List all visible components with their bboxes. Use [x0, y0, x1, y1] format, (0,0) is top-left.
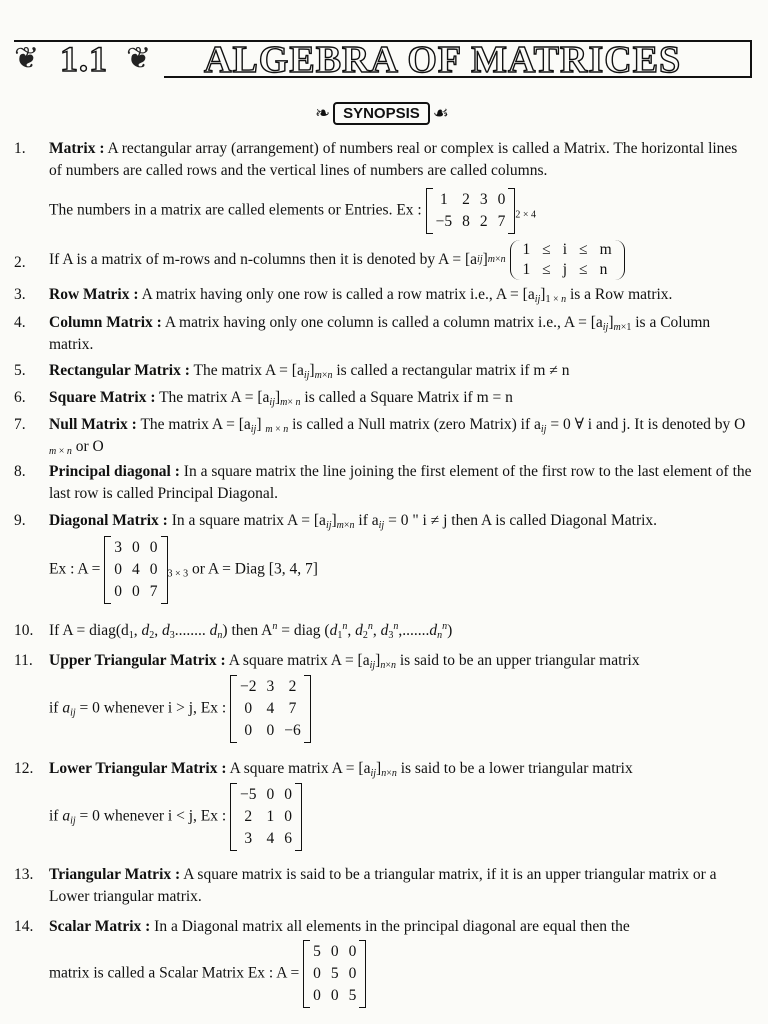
- matrix-cell: 1: [266, 808, 275, 825]
- item-text: A square matrix is said to be a triangular matrix, if it is an upper triangular matrix or a Lower triangular matrix.: [49, 866, 717, 905]
- item-text: The matrix A = [a: [193, 362, 304, 379]
- matrix-row: [308, 985, 361, 1007]
- matrix-cell: ≤: [579, 261, 588, 278]
- item-number: 3.: [14, 286, 26, 303]
- matrix-cell: i: [562, 241, 568, 258]
- matrix-cell: 2: [288, 678, 297, 695]
- matrix-cell: 4: [266, 700, 275, 717]
- item-number: 14.: [14, 918, 34, 935]
- item-term: Column Matrix :: [49, 314, 162, 331]
- item-text: if a: [358, 512, 379, 529]
- page-title: ALGEBRA OF MATRICES: [204, 39, 682, 81]
- matrix-cell: 8: [462, 213, 470, 230]
- item-text: matrix is called a Scalar Matrix Ex : A =: [49, 964, 300, 982]
- matrix-row: [109, 537, 162, 559]
- list-item: 6. Square Matrix : The matrix $A = [a_{ij}]_{m\times n}$ is called a Square Matrix if m = n: [14, 389, 513, 408]
- item-text: = 0 ∀ i and j. It is denoted by O: [550, 416, 746, 433]
- matrix-cell: 6: [284, 830, 293, 847]
- matrix-cell: 0: [149, 561, 158, 578]
- matrix-row: [235, 698, 306, 720]
- synopsis-heading: [312, 100, 452, 126]
- item-term: Null Matrix :: [49, 416, 137, 433]
- matrix-cell: ≤: [542, 261, 551, 278]
- ornament-icon: ❧: [315, 102, 331, 123]
- item-text: In a square matrix the line joining the first element of the first row to the last element of the last row is called Principal Diagonal.: [49, 463, 752, 502]
- item-term: Principal diagonal :: [49, 463, 180, 480]
- item-number: 10.: [14, 622, 34, 639]
- item-text: is called a rectangular matrix if m ≠ n: [336, 362, 570, 379]
- item-term: Diagonal Matrix :: [49, 512, 168, 529]
- matrix-cell: 0: [266, 786, 275, 803]
- matrix-cell: 0: [266, 722, 275, 739]
- matrix: [104, 536, 167, 604]
- item-text: or A = Diag [3, 4, 7]: [192, 560, 318, 578]
- matrix-cell: 0: [330, 987, 339, 1004]
- matrix-cell: 7: [288, 700, 297, 717]
- item-number: 13.: [14, 866, 34, 883]
- item-term: Rectangular Matrix :: [49, 362, 190, 379]
- item-text: = diag: [281, 622, 321, 639]
- item-number: 9.: [14, 512, 26, 529]
- item-text: A square matrix A = [a: [229, 760, 371, 777]
- item-text: If A = diag(d: [49, 622, 129, 639]
- matrix-cell: 2: [244, 808, 253, 825]
- item-text: = 0 whenever i > j, Ex :: [79, 699, 227, 717]
- matrix-cell: 3: [244, 830, 253, 847]
- matrix-cell: 5: [330, 965, 339, 982]
- list-item: [14, 916, 754, 1008]
- item-text: Ex : A =: [49, 560, 101, 578]
- matrix-cell: 5: [348, 987, 357, 1004]
- matrix-cell: 1: [522, 261, 531, 278]
- matrix-cell: 0: [284, 808, 293, 825]
- list-item: [14, 138, 754, 234]
- matrix-cell: 4: [132, 561, 140, 578]
- matrix-cell: ≤: [542, 241, 551, 258]
- banner-rule: [750, 40, 752, 78]
- item-text: The matrix A = [a: [159, 389, 270, 406]
- item-text: In a square matrix A = [a: [171, 512, 326, 529]
- list-item: [14, 461, 754, 505]
- matrix-cell: 2: [462, 191, 470, 208]
- matrix-cell: n: [599, 261, 608, 278]
- matrix-cell: 1: [522, 241, 531, 258]
- chapter-banner: [14, 34, 752, 84]
- matrix-order: 2 × 4: [515, 209, 536, 221]
- item-text: A matrix having only one row is called a row matrix i.e., A = [a: [141, 286, 535, 303]
- matrix-cell: −2: [240, 678, 257, 695]
- matrix-cell: 3: [114, 539, 122, 556]
- item-number: 6.: [14, 389, 26, 406]
- matrix-cell: 0: [114, 561, 122, 578]
- list-item: 5. Rectangular Matrix : The matrix $A = [a_{ij}]_{m\times n}$ is called a rectangular matrix if m ≠ n: [14, 362, 570, 381]
- item-text: A square matrix A = [a: [228, 652, 370, 669]
- matrix: [230, 675, 311, 743]
- matrix-cell: 4: [266, 830, 275, 847]
- matrix-row: [235, 676, 306, 698]
- item-text: or O: [75, 438, 104, 455]
- item-term: Scalar Matrix :: [49, 918, 151, 935]
- matrix-cell: −6: [284, 722, 301, 739]
- matrix-row: [109, 581, 162, 603]
- ornament-icon: ❦: [126, 42, 152, 75]
- list-item: 10. If $A = diag(d_1$, $d_2$, $d_3$........ $d_n$) then $A^n$ = diag ($d_1^n$, $d_2^n$, $d_3^n,.......d_n^n$): [14, 621, 453, 641]
- list-item: 4. Column Matrix : A matrix having only one column is called a column matrix i.e., $A = [a_{ij}]_{m\times 1}$ is a Column matrix.: [14, 314, 711, 353]
- ornament-icon: ❦: [14, 42, 40, 75]
- matrix-row: [109, 559, 162, 581]
- section-number: 1.1: [60, 39, 108, 79]
- item-text: then A: [231, 622, 273, 639]
- matrix-cell: 0: [313, 987, 321, 1004]
- item-number: 5.: [14, 362, 26, 379]
- item-text: is called a Null matrix (zero Matrix) if a: [292, 416, 541, 433]
- matrix-row: [431, 211, 511, 233]
- item-number: 2.: [14, 254, 26, 271]
- item-text: The matrix A = [a: [140, 416, 251, 433]
- list-item: 7. Null Matrix : The matrix $A = [a_{ij}]$ $_{m \times n}$ is called a Null matrix (zero Matrix) if $a_{ij} = 0$ ∀ i and j. It is denoted by O $_{m \times n}$ or O: [14, 416, 746, 457]
- matrix-row: [235, 806, 297, 828]
- item-term: Upper Triangular Matrix :: [49, 652, 226, 669]
- item-text: is a Column matrix.: [49, 314, 711, 353]
- matrix-cell: 0: [244, 700, 253, 717]
- matrix-cell: −5: [240, 786, 257, 803]
- item-term: Row Matrix :: [49, 286, 139, 303]
- matrix-cell: ≤: [579, 241, 588, 258]
- matrix-cell: 3: [479, 191, 488, 208]
- matrix-cell: 0: [114, 583, 122, 600]
- list-item: 9. Diagonal Matrix : In a square matrix $A = [a_{ij}]_{m\times n}$ if $a_{ij} = 0$ " i ≠ j then A is called Diagonal Matrix. Ex : A = 3 0 0 0 4 0 0 0 7 $_{3 \times 3}$ or A = Diag [3, 4, 7]: [14, 510, 754, 604]
- item-text: If A is a matrix of m-rows and n-columns then it is denoted by A = [a: [49, 251, 478, 268]
- matrix-row: [308, 963, 361, 985]
- matrix-row: [235, 828, 297, 850]
- item-text: is a Row matrix.: [569, 286, 673, 303]
- matrix: [426, 188, 516, 234]
- item-term: Lower Triangular Matrix :: [49, 760, 227, 777]
- ornament-icon: ☙: [432, 102, 449, 123]
- matrix: [230, 783, 302, 851]
- item-number: 7.: [14, 416, 26, 433]
- matrix-cell: 0: [313, 965, 321, 982]
- matrix-cell: 0: [132, 583, 140, 600]
- list-item: [14, 864, 754, 908]
- matrix-cell: 0: [497, 191, 506, 208]
- matrix-cell: j: [562, 261, 568, 278]
- item-text: is said to be an upper triangular matrix: [399, 652, 640, 669]
- matrix-cell: 0: [149, 539, 158, 556]
- matrix: [303, 940, 366, 1008]
- list-item: 3. Row Matrix : A matrix having only one row is called a row matrix i.e., $A = [a_{ij}]_{1 \times n}$ is a Row matrix.: [14, 286, 673, 305]
- matrix-cell: 0: [348, 965, 357, 982]
- item-text: = 0 " i ≠ j then A is called Diagonal Matrix.: [388, 512, 658, 529]
- matrix-cell: 0: [132, 539, 140, 556]
- matrix-row: [235, 784, 297, 806]
- item-text: is called a Square Matrix if m = n: [304, 389, 513, 406]
- item-text: The numbers in a matrix are called elements or Entries. Ex :: [49, 201, 422, 219]
- matrix-cell: 0: [284, 786, 293, 803]
- matrix-cell: 0: [348, 943, 357, 960]
- matrix-order: 3 × 3: [167, 568, 189, 580]
- item-text: = 0 whenever i < j, Ex :: [79, 807, 227, 825]
- matrix-row: [431, 189, 511, 211]
- matrix-cell: −5: [435, 213, 453, 230]
- matrix-cell: 0: [244, 722, 253, 739]
- index-range: [510, 240, 625, 280]
- matrix-cell: 1: [439, 191, 448, 208]
- matrix-cell: 0: [330, 943, 339, 960]
- matrix-row: [235, 720, 306, 742]
- item-text: A rectangular array (arrangement) of numbers real or complex is called a Matrix. The horizontal lines of numbers are called rows and the vertical lines of numbers are called columns.: [49, 140, 738, 179]
- matrix-cell: 5: [313, 943, 321, 960]
- item-number: 12.: [14, 760, 34, 777]
- matrix-cell: 7: [149, 583, 158, 600]
- item-text: is said to be a lower triangular matrix: [400, 760, 633, 777]
- item-term: Matrix :: [49, 140, 105, 157]
- item-term: Triangular Matrix :: [49, 866, 181, 883]
- list-item: 11. Upper Triangular Matrix : A square matrix $A = [a_{ij}]_{n\times n}$ is said to be an upper triangular matrix if $a_{ij} = 0$ whenever i > j, Ex : −2 3 2 0 4 7 0 0 −6: [14, 650, 754, 743]
- item-term: Square Matrix :: [49, 389, 156, 406]
- item-text: A matrix having only one column is called a column matrix i.e., A = [a: [164, 314, 603, 331]
- matrix-row: [308, 941, 361, 963]
- list-item: 12. Lower Triangular Matrix : A square matrix $A = [a_{ij}]_{n\times n}$ is said to be a lower triangular matrix if $a_{ij} = 0$ whenever i < j, Ex : −5 0 0 2 1 0 3 4 6: [14, 758, 754, 851]
- list-item: 2. If A is a matrix of m-rows and n-columns then it is denoted by A = [a ij ] m×n 1 ≤ i ≤ m 1 ≤ j ≤ n: [14, 240, 754, 280]
- matrix-row: [517, 260, 618, 280]
- synopsis-label: SYNOPSIS: [333, 102, 430, 125]
- matrix-cell: 7: [497, 213, 506, 230]
- matrix-cell: 3: [266, 678, 275, 695]
- item-number: 4.: [14, 314, 26, 331]
- item-number: 1.: [14, 140, 26, 157]
- item-number: 11.: [14, 652, 33, 669]
- matrix-cell: 2: [479, 213, 488, 230]
- item-number: 8.: [14, 463, 26, 480]
- item-text: In a Diagonal matrix all elements in the principal diagonal are equal then the: [154, 918, 630, 935]
- matrix-row: [517, 240, 618, 260]
- matrix-cell: m: [599, 241, 612, 258]
